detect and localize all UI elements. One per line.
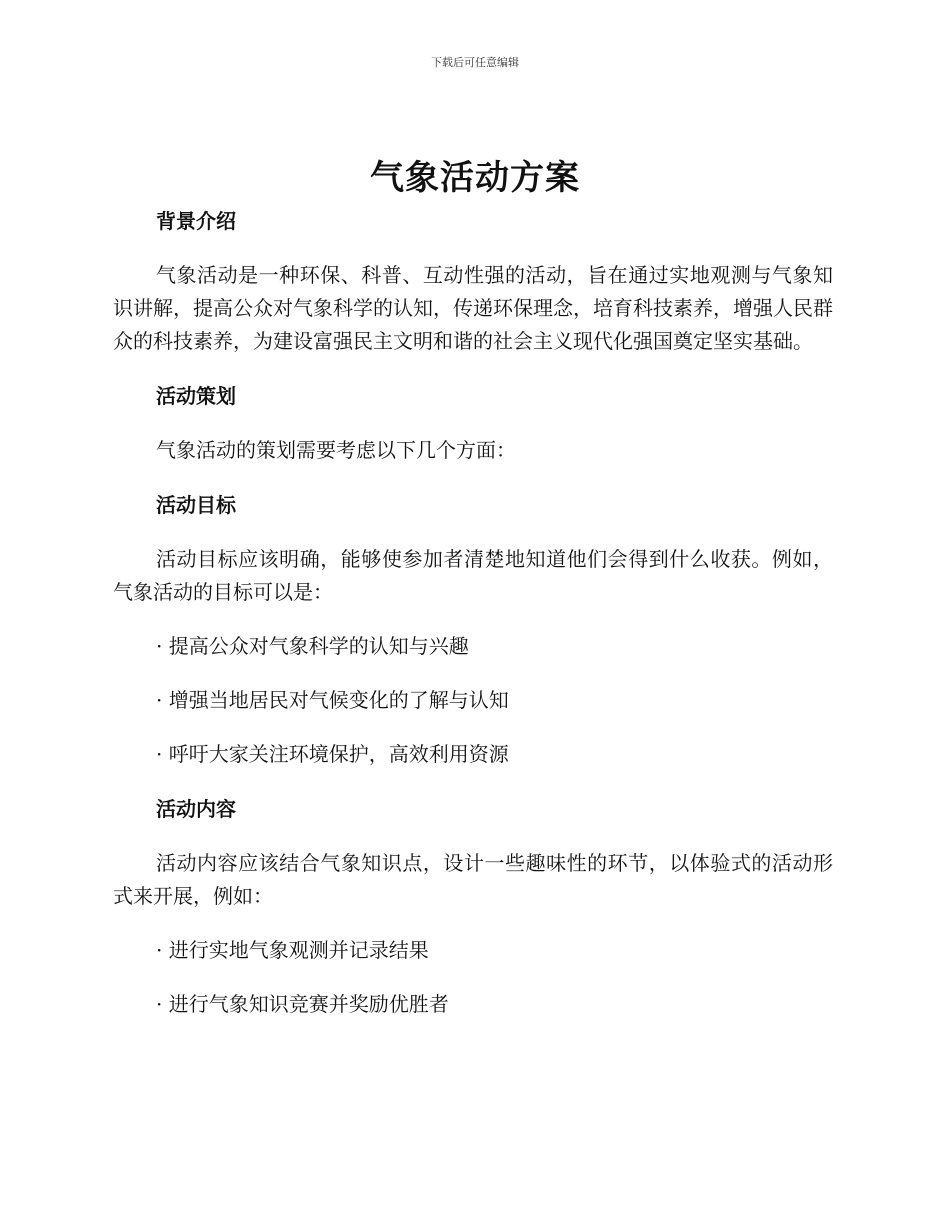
list-item: · 呼吁大家关注环境保护，高效利用资源 (156, 742, 509, 766)
document-title: 气象活动方案 (370, 158, 580, 198)
section-heading-planning: 活动策划 (156, 384, 236, 408)
planning-paragraph: 气象活动的策划需要考虑以下几个方面： (156, 438, 516, 462)
section-heading-goal: 活动目标 (156, 493, 236, 517)
list-item: · 增强当地居民对气候变化的了解与认知 (156, 688, 509, 712)
goal-paragraph: 活动目标应该明确，能够使参加者清楚地知道他们会得到什么收获。例如，气象活动的目标可以是： (113, 547, 833, 604)
document-body (113, 204, 833, 1021)
header-note: 下载后可任意编辑 (431, 56, 519, 69)
section-heading-content: 活动内容 (156, 797, 236, 821)
section-heading-background: 背景介绍 (156, 209, 236, 233)
list-item: · 进行气象知识竞赛并奖励优胜者 (156, 992, 449, 1016)
list-item: · 进行实地气象观测并记录结果 (156, 938, 429, 962)
content-paragraph: 活动内容应该结合气象知识点，设计一些趣味性的环节，以体验式的活动形式来开展，例如： (113, 851, 833, 908)
list-item: · 提高公众对气象科学的认知与兴趣 (156, 634, 469, 658)
background-paragraph: 气象活动是一种环保、科普、互动性强的活动，旨在通过实地观测与气象知识讲解，提高公众对气象科学的认知，传递环保理念，培育科技素养，增强人民群众的科技素养，为建设富强民主文明和谐的社会主义现代化强国奠定坚实基础。 (113, 263, 833, 353)
